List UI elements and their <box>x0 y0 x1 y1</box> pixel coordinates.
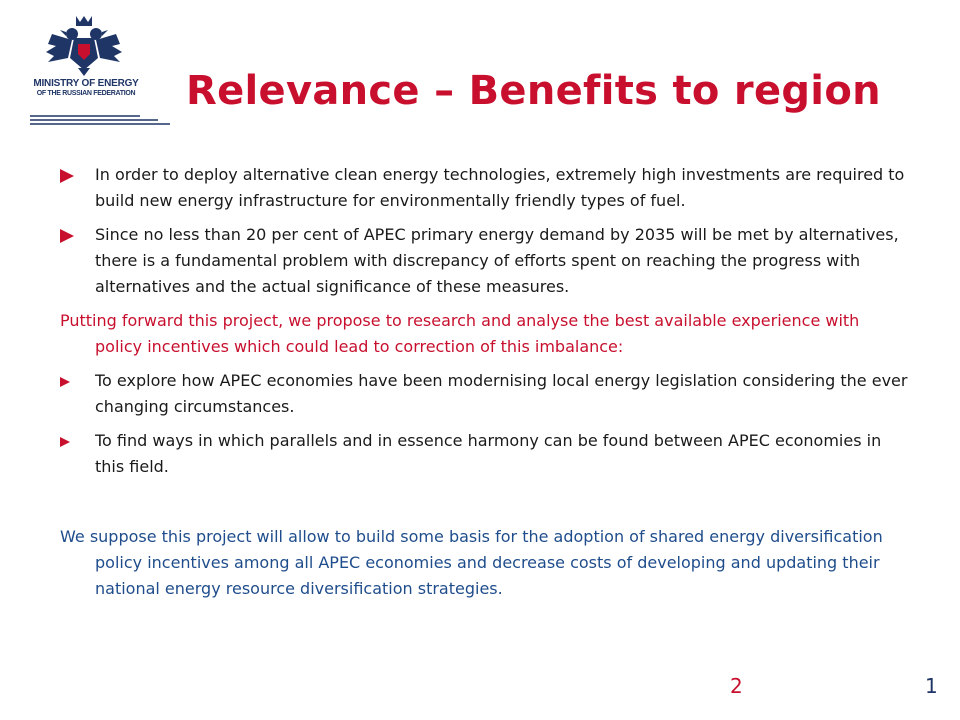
bullet-text: In order to deploy alternative clean energy technologies, extremely high investments are required to build new energy infrastructure for environmentally friendly types of fuel. <box>95 165 905 210</box>
bullet-item <box>60 162 910 214</box>
slide-number: 1 <box>925 674 938 698</box>
slide-body <box>60 162 910 610</box>
spacer <box>60 488 910 524</box>
slide-title: Relevance – Benefits to region <box>186 68 881 114</box>
proposal-text: Putting forward this project, we propose to research and analyse the best available experience with policy incentives which could lead to correction of this imbalance: <box>60 311 860 356</box>
eagle-emblem-icon <box>22 12 172 130</box>
slide-number-red: 2 <box>730 674 743 698</box>
sub-bullet-item <box>60 368 910 420</box>
sub-bullet-text: To explore how APEC economies have been modernising local energy legislation considering the ever changing circumstances. <box>95 371 908 416</box>
sub-bullet-text: To find ways in which parallels and in essence harmony can be found between APEC economies in this field. <box>95 431 882 476</box>
ministry-logo <box>22 12 172 130</box>
bullet-arrow-icon <box>60 377 70 387</box>
sub-bullet-item <box>60 428 910 480</box>
bullet-arrow-icon <box>60 229 74 243</box>
logo-text-line1: MINISTRY OF ENERGY <box>33 78 139 89</box>
bullet-arrow-icon <box>60 437 70 447</box>
bullet-arrow-icon <box>60 169 74 183</box>
conclusion-text: We suppose this project will allow to build some basis for the adoption of shared energy diversification policy incentives among all APEC economies and decrease costs of developing and updating their national energy resource diversification strategies. <box>60 527 883 598</box>
bullet-text: Since no less than 20 per cent of APEC primary energy demand by 2035 will be met by alternatives, there is a fundamental problem with discrepancy of efforts spent on reaching the progress with alternatives and the actual significance of these measures. <box>95 225 899 296</box>
logo-text-line2: OF THE RUSSIAN FEDERATION <box>36 90 136 97</box>
bullet-item <box>60 222 910 300</box>
